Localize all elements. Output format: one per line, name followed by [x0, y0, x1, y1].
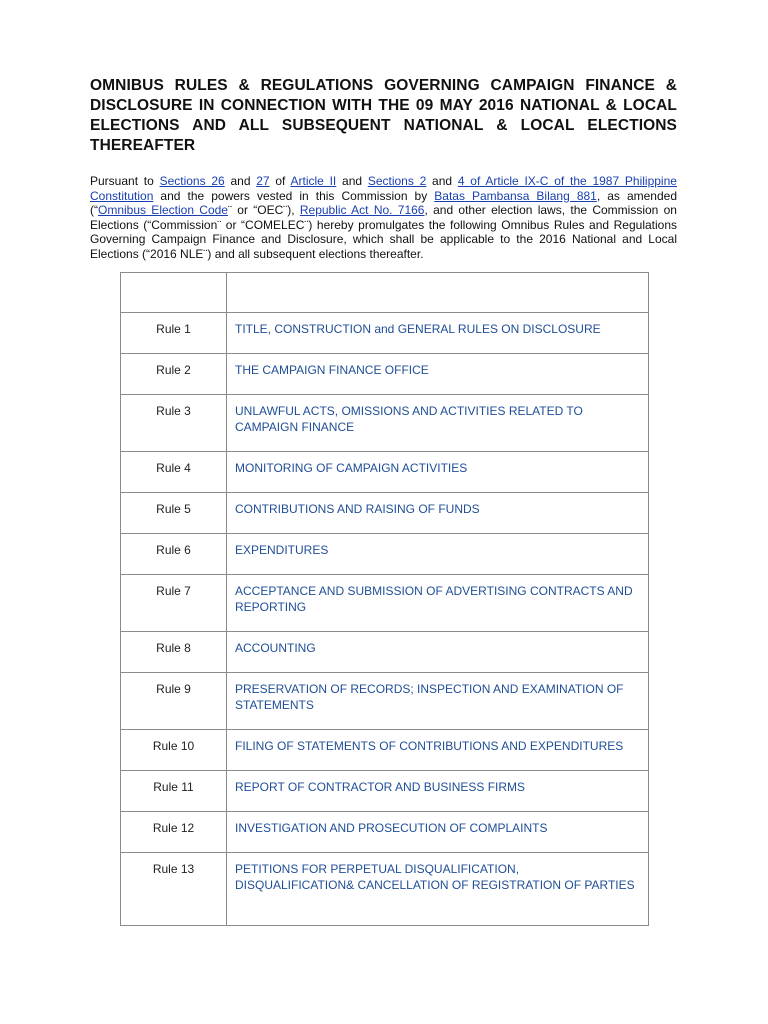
link-section-27[interactable]: 27 [256, 174, 270, 188]
rule-title[interactable]: ACCEPTANCE AND SUBMISSION OF ADVERTISING CONTRACTS AND REPORTING [227, 575, 649, 632]
intro-text: of [269, 174, 291, 188]
rule-number: Rule 3 [121, 395, 227, 452]
rule-number: Rule 5 [121, 493, 227, 534]
intro-text: , and other election laws, the Commission on Elections (“Commission¨ or “COMELEC¨) hereby promulgates the following Omnibus Rules and Regulations Governing Campaign Finance and Disclosure, which shall be applicable to the 2016 National and Local Elections (“2016 NLE¨) and all subsequent elections thereafter. [90, 203, 677, 261]
header-cell-num [121, 273, 227, 313]
rule-number: Rule 7 [121, 575, 227, 632]
rule-number: Rule 11 [121, 771, 227, 812]
rule-title[interactable]: UNLAWFUL ACTS, OMISSIONS AND ACTIVITIES RELATED TO CAMPAIGN FINANCE [227, 395, 649, 452]
rule-title[interactable]: REPORT OF CONTRACTOR AND BUSINESS FIRMS [227, 771, 649, 812]
rule-number: Rule 1 [121, 313, 227, 354]
rule-number: Rule 13 [121, 853, 227, 926]
link-article-ii[interactable]: Article II [290, 174, 337, 188]
intro-paragraph [90, 174, 677, 262]
link-omnibus-election-code[interactable]: Omnibus Election Code [98, 203, 228, 218]
intro-text: and [426, 174, 458, 188]
table-row [121, 313, 649, 354]
table-header-row [121, 273, 649, 313]
intro-text: Pursuant to [90, 174, 160, 188]
rule-title[interactable]: FILING OF STATEMENTS OF CONTRIBUTIONS AND EXPENDITURES [227, 730, 649, 771]
rule-title[interactable]: EXPENDITURES [227, 534, 649, 575]
rule-title[interactable]: PETITIONS FOR PERPETUAL DISQUALIFICATION, DISQUALIFICATION& CANCELLATION OF REGISTRATION OF PARTIES [227, 853, 649, 926]
table-row [121, 771, 649, 812]
rule-title[interactable]: ACCOUNTING [227, 632, 649, 673]
table-row [121, 452, 649, 493]
rule-number: Rule 6 [121, 534, 227, 575]
rule-title[interactable]: THE CAMPAIGN FINANCE OFFICE [227, 354, 649, 395]
intro-text: ¨ or “OEC¨), [227, 203, 300, 218]
link-article-ix-c[interactable]: 4 of Article IX-C of the 1987 Philippine Constitution [90, 174, 677, 203]
rule-number: Rule 8 [121, 632, 227, 673]
table-row [121, 673, 649, 730]
link-bp-881[interactable]: Batas Pambansa Bilang 881 [434, 188, 597, 203]
link-sections-26[interactable]: Sections 26 [159, 174, 225, 188]
table-row [121, 730, 649, 771]
rule-number: Rule 2 [121, 354, 227, 395]
rule-number: Rule 12 [121, 812, 227, 853]
rule-title[interactable]: TITLE, CONSTRUCTION and GENERAL RULES ON DISCLOSURE [227, 313, 649, 354]
document-body [90, 76, 677, 274]
table-row [121, 812, 649, 853]
intro-text: and [224, 174, 257, 188]
table-row [121, 632, 649, 673]
table-row [121, 395, 649, 452]
table-row [121, 534, 649, 575]
intro-text: and [336, 174, 368, 188]
rule-title[interactable]: INVESTIGATION AND PROSECUTION OF COMPLAINTS [227, 812, 649, 853]
table-row [121, 853, 649, 926]
intro-text: and the powers vested in this Commission by [153, 188, 435, 203]
header-cell-title [227, 273, 649, 313]
rule-number: Rule 10 [121, 730, 227, 771]
table-row [121, 575, 649, 632]
table-row [121, 493, 649, 534]
rule-title[interactable]: MONITORING OF CAMPAIGN ACTIVITIES [227, 452, 649, 493]
rule-title[interactable]: CONTRIBUTIONS AND RAISING OF FUNDS [227, 493, 649, 534]
rule-number: Rule 4 [121, 452, 227, 493]
document-title: OMNIBUS RULES & REGULATIONS GOVERNING CAMPAIGN FINANCE & DISCLOSURE IN CONNECTION WITH THE 09 MAY 2016 NATIONAL & LOCAL ELECTIONS AND ALL SUBSEQUENT NATIONAL & LOCAL ELECTIONS THEREAFTER [90, 77, 677, 154]
link-ra-7166[interactable]: Republic Act No. 7166 [299, 203, 425, 218]
intro-text: , as amended (“ [90, 188, 678, 218]
rule-number: Rule 9 [121, 673, 227, 730]
table-row [121, 354, 649, 395]
rules-table [120, 272, 649, 926]
rule-title[interactable]: PRESERVATION OF RECORDS; INSPECTION AND EXAMINATION OF STATEMENTS [227, 673, 649, 730]
link-sections-2[interactable]: Sections 2 [367, 174, 427, 188]
